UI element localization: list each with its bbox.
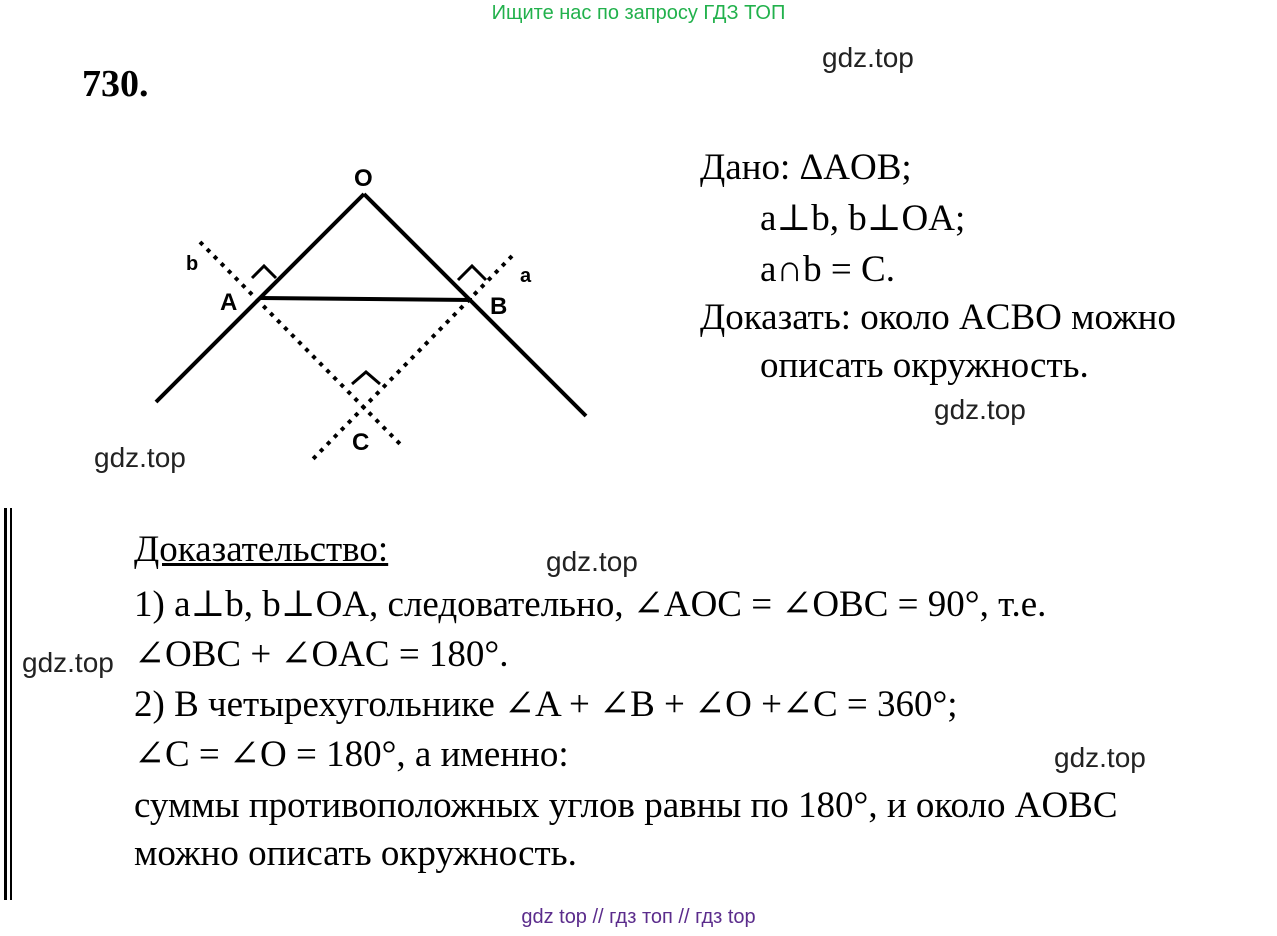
proof-line-6: можно описать окружность. — [134, 833, 577, 874]
given-line-1: Дано: ΔAOB; — [700, 147, 912, 188]
proof-line-5: суммы противоположных углов равны по 180°, и около AOBC — [134, 785, 1118, 826]
top-banner: Ищите нас по запросу ГДЗ ТОП — [491, 2, 786, 24]
watermark: gdz.top — [546, 546, 638, 577]
left-border-inner — [10, 508, 12, 900]
label-a: A — [220, 289, 238, 316]
proof-line-2: ∠OBC + ∠OAC = 180°. — [134, 634, 509, 675]
to-prove-line-1: Доказать: около ACBO можно — [700, 297, 1176, 338]
label-b: B — [490, 293, 508, 320]
problem-number: 730. — [82, 63, 149, 105]
right-angle-mark-c — [352, 372, 380, 384]
proof-line-1: 1) a⊥b, b⊥OA, следовательно, ∠AOC = ∠OBC = 90°, т.е. — [134, 584, 1047, 625]
right-angle-mark-a — [252, 266, 276, 278]
label-line-a: a — [520, 265, 532, 287]
given-line-3: a∩b = C. — [760, 249, 895, 290]
proof-heading: Доказательство: — [134, 529, 389, 570]
geometry-figure — [140, 150, 620, 480]
line-b — [200, 242, 402, 446]
label-line-b: b — [186, 253, 199, 275]
watermark: gdz.top — [934, 394, 1026, 425]
side-ob-line — [364, 194, 586, 416]
right-angle-mark-b — [458, 266, 486, 280]
segment-ab — [260, 298, 472, 300]
watermark: gdz.top — [822, 42, 914, 73]
label-o: O — [354, 165, 373, 192]
given-line-2: a⊥b, b⊥OA; — [760, 198, 966, 239]
footer-links[interactable]: gdz top // гдз топ // гдз top — [521, 906, 756, 928]
proof-line-3: 2) В четырехугольнике ∠A + ∠B + ∠O +∠C = 360°; — [134, 684, 958, 725]
line-a — [312, 256, 512, 460]
label-c: C — [352, 429, 370, 456]
watermark: gdz.top — [94, 442, 186, 473]
watermark: gdz.top — [22, 647, 114, 678]
proof-line-4: ∠C = ∠O = 180°, а именно: — [134, 734, 569, 775]
left-border — [4, 508, 7, 900]
to-prove-line-2: описать окружность. — [760, 345, 1089, 386]
watermark: gdz.top — [1054, 742, 1146, 773]
